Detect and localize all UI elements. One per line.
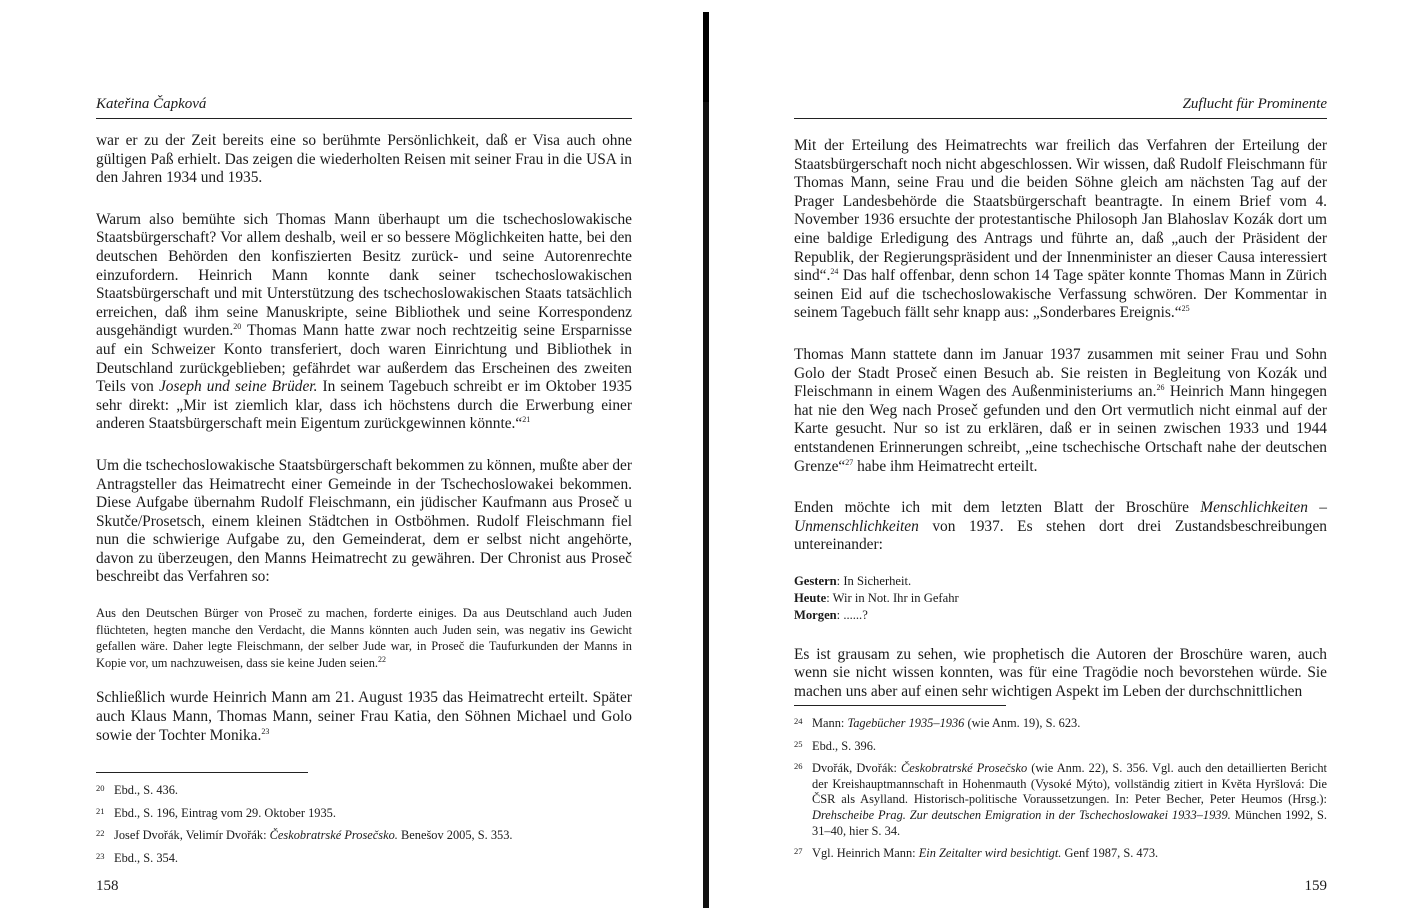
paragraph-text: Warum also bemühte sich Thomas Mann überhaupt um die tschechoslowakische Staatsbürgerschaft? Vor allem deshalb, weil er so bessere Möglichkeiten hatte, bei den deutschen Behörden den konfiszierten Besitz zurück- und seine Autorenrechte einzufordern. Heinrich Mann konnte dank seiner tschechoslowakischen Staatsbürgerschaft und mit Unterstützung des tschechoslowakischen Staats tatsächlich erreichen, daß ihm seine Manuskripte, seine Bibliothek und seine Korrespondenz ausgehändigt wurden. bbox=[96, 210, 632, 340]
running-header-right: Zuflucht für Prominente bbox=[794, 96, 1327, 119]
paragraph bbox=[96, 211, 632, 434]
paragraph-text: Thomas Mann stattete dann im Januar 1937 zusammen mit seiner Frau und Sohn Golo der Stadt Proseč einen Besuch ab. Sie reisten in Begleitung von Kozák und Fleischmann in einem Wagen des Außenministeriums an. bbox=[794, 345, 1327, 401]
footnote-rule bbox=[96, 772, 308, 773]
block-quote bbox=[96, 605, 632, 671]
right-page bbox=[794, 0, 1327, 918]
paragraph-text: Um die tschechoslowakische Staatsbürgerschaft bekommen zu können, mußte aber der Antragsteller das Heimatrecht einer Gemeinde in der Tschechoslowakei bekommen. Diese Aufgabe übernahm Rudolf Fleischmann, ein jüdischer Kaufmann aus Proseč u Skutče/Prosetsch, einem kleinen Städtchen in Ostböhmen. Rudolf Fleischmann fiel nun die schwierige Aufgabe zu, den Gemeinderat, dem er selbst nicht angehörte, davon zu überzeugen, den Manns Heimatrecht zu gewähren. Der Chronist aus Proseč beschreibt das Verfahren so: bbox=[96, 456, 632, 586]
paragraph-text: Thomas Mann hatte zwar noch rechtzeitig seine Ersparnisse auf ein Schweizer Konto transferiert, doch waren Einrichtung und Bibliothek in Deutschland zurückgeblieben; gefährdet war außerdem das Erscheinen des zweiten Teils von bbox=[96, 322, 632, 396]
footnote: 25 Ebd., S. 396. bbox=[794, 738, 877, 753]
paragraph bbox=[794, 346, 1327, 476]
footnote-rule bbox=[794, 705, 1006, 706]
paragraph bbox=[794, 646, 1327, 702]
paragraph bbox=[794, 499, 1327, 555]
list-item: Morgen: ......? bbox=[794, 607, 868, 622]
footnote: 23 Ebd., S. 354. bbox=[96, 850, 179, 865]
brochure-title: Menschlichkeiten – Unmenschlichkeiten bbox=[794, 499, 1327, 535]
list-item: Gestern: In Sicherheit. bbox=[794, 573, 912, 588]
page-number-right: 159 bbox=[1304, 878, 1327, 894]
footnote: 27 Vgl. Heinrich Mann: Ein Zeitalter wird besichtigt. Genf 1987, S. 473. bbox=[794, 846, 1159, 861]
paragraph bbox=[96, 457, 632, 587]
paragraph-text: Es ist grausam zu sehen, wie prophetisch die Autoren der Broschüre waren, auch wenn sie nicht wissen konnten, was für eine Tragödie noch bevorstehen würde. Sie machen uns aber auf einen sehr wichtigen Aspekt im Leben der durchschnittlichen bbox=[794, 645, 1327, 701]
left-page bbox=[96, 0, 632, 918]
quote-text: Aus den Deutschen Bürger von Proseč zu machen, forderte einiges. Da aus Deutschland auch Juden flüchteten, hegten manche den Verdacht, die Manns könnten auch Juden sein, was negativ ins Gewicht gefallen wäre. Daher legte Fleischmann, der selber Jude war, in Proseč die Taufurkunden der Manns in Kopie vor, um nachzuweisen, dass sie keine Juden seien. bbox=[96, 606, 632, 670]
paragraph-text: Mit der Erteilung des Heimatrechts war freilich das Verfahren der Erteilung der Staatsbürgerschaft noch nicht abgeschlossen. Wir wissen, daß Rudolf Fleischmann für Thomas Mann, seine Frau und die beiden Söhne gleich am nächsten Tag auf der Prager Landesbehörde die Staatsbürgerschaft beantragte. In einem Brief vom 4. November 1936 ersuchte der protestantische Philosoph Jan Blahoslav Kozák dort um eine baldige Erledigung des Antrags und führte an, daß „auch der Präsident der Republik, der Regierungspräsident und der Innenminister an dieser Causa interessiert sind“. bbox=[794, 137, 1327, 285]
list-item: Heute: Wir in Not. Ihr in Gefahr bbox=[794, 590, 959, 605]
paragraph bbox=[794, 137, 1327, 323]
right-body bbox=[794, 137, 1327, 725]
state-list bbox=[794, 573, 1327, 624]
paragraph bbox=[96, 689, 632, 745]
footnote-ref[interactable]: 27 bbox=[845, 457, 854, 467]
footnote: 26 Dvořák, Dvořák: Českobratrské Prosečsko (wie Anm. 22), S. 356. Vgl. auch den detaillierten Bericht der Kreishauptmannschaft in Hohenmauth (Vysoké Mýto), vollständig zitiert in Květa Hyršlová: Die ČSR als Asylland. Historisch-politische Voraussetzungen. In: Peter Becher, Peter Heumos (Hrsg.): Drehscheibe Prag. Zur deutschen Emigration in der Tschechoslowakei 1933–1939. München 1992, S. 31–40, hier S. 34. bbox=[794, 761, 1327, 838]
footnotes-right bbox=[794, 705, 1327, 867]
footnote-ref[interactable]: 25 bbox=[1181, 304, 1190, 314]
page-number-left: 158 bbox=[96, 878, 119, 894]
footnote-ref[interactable]: 26 bbox=[1156, 383, 1165, 392]
left-body bbox=[96, 132, 632, 768]
book-gutter bbox=[703, 12, 709, 908]
paragraph-text: In seinem Tagebuch schreibt er im Oktober 1935 sehr direkt: „Mir ist ziemlich klar, dass ich höchstens durch die Erwerbung einer anderen Staatsbürgerschaft mein Eigentum zurückgewinnen könnte.“ bbox=[96, 378, 633, 433]
footnote-ref[interactable]: 21 bbox=[522, 415, 531, 425]
footnote: 24 Mann: Tagebücher 1935–1936 (wie Anm. 19), S. 623. bbox=[794, 716, 1081, 730]
footnote-ref[interactable]: 20 bbox=[233, 322, 242, 332]
paragraph-text: Enden möchte ich mit dem letzten Blatt der Broschüre bbox=[794, 499, 1201, 517]
footnote: 20 Ebd., S. 436. bbox=[96, 783, 179, 797]
paragraph-text: von 1937. Es stehen dort drei Zustandsbeschreibungen untereinander: bbox=[794, 517, 1327, 554]
paragraph-text: Schließlich wurde Heinrich Mann am 21. August 1935 das Heimatrecht erteilt. Später auch Klaus Mann, Thomas Mann, seiner Frau Katia, den Söhnen Michael und Golo sowie der Tochter Monika. bbox=[96, 689, 632, 744]
footnote-ref[interactable]: 23 bbox=[261, 726, 270, 736]
paragraph-text: war er zu der Zeit bereits eine so berühmte Persönlichkeit, daß er Visa auch ohne gültigen Paß erhielt. Das zeigen die wiederholten Reisen mit seiner Frau in die USA in den Jahren 1934 und 1935. bbox=[96, 132, 632, 187]
paragraph-text: Das half offenbar, denn schon 14 Tage später konnte Thomas Mann in Zürich seinen Eid auf die tschechoslowakische Verfassung schwören. Der Kommentar in seinem Tagebuch fällt sehr knapp aus: „Sonderbares Ereignis.“ bbox=[794, 267, 1327, 322]
running-header-left: Kateřina Čapková bbox=[96, 96, 632, 119]
footnote: 22 Josef Dvořák, Velimír Dvořák: Českobratrské Prosečsko. Benešov 2005, S. 353. bbox=[96, 828, 513, 843]
footnotes-left bbox=[96, 772, 632, 871]
book-title: Joseph und seine Brüder. bbox=[158, 378, 318, 396]
footnote-ref[interactable]: 22 bbox=[378, 654, 387, 664]
paragraph-text: habe ihm Heimatrecht erteilt. bbox=[853, 457, 1038, 475]
paragraph bbox=[96, 132, 632, 188]
paragraph-text: Heinrich Mann hingegen hat nie den Weg nach Proseč gefunden und den Ort vermutlich nicht einmal auf der Karte gesucht. Nur so ist zu erklären, daß er in seinen zwischen 1933 und 1944 entstandenen Erinnerungen schreibt, „eine tschechische Ortschaft nahe der deutschen Grenze“ bbox=[794, 383, 1327, 475]
footnote-ref[interactable]: 24 bbox=[830, 267, 839, 277]
footnote: 21 Ebd., S. 196, Eintrag vom 29. Oktober 1935. bbox=[96, 805, 336, 820]
